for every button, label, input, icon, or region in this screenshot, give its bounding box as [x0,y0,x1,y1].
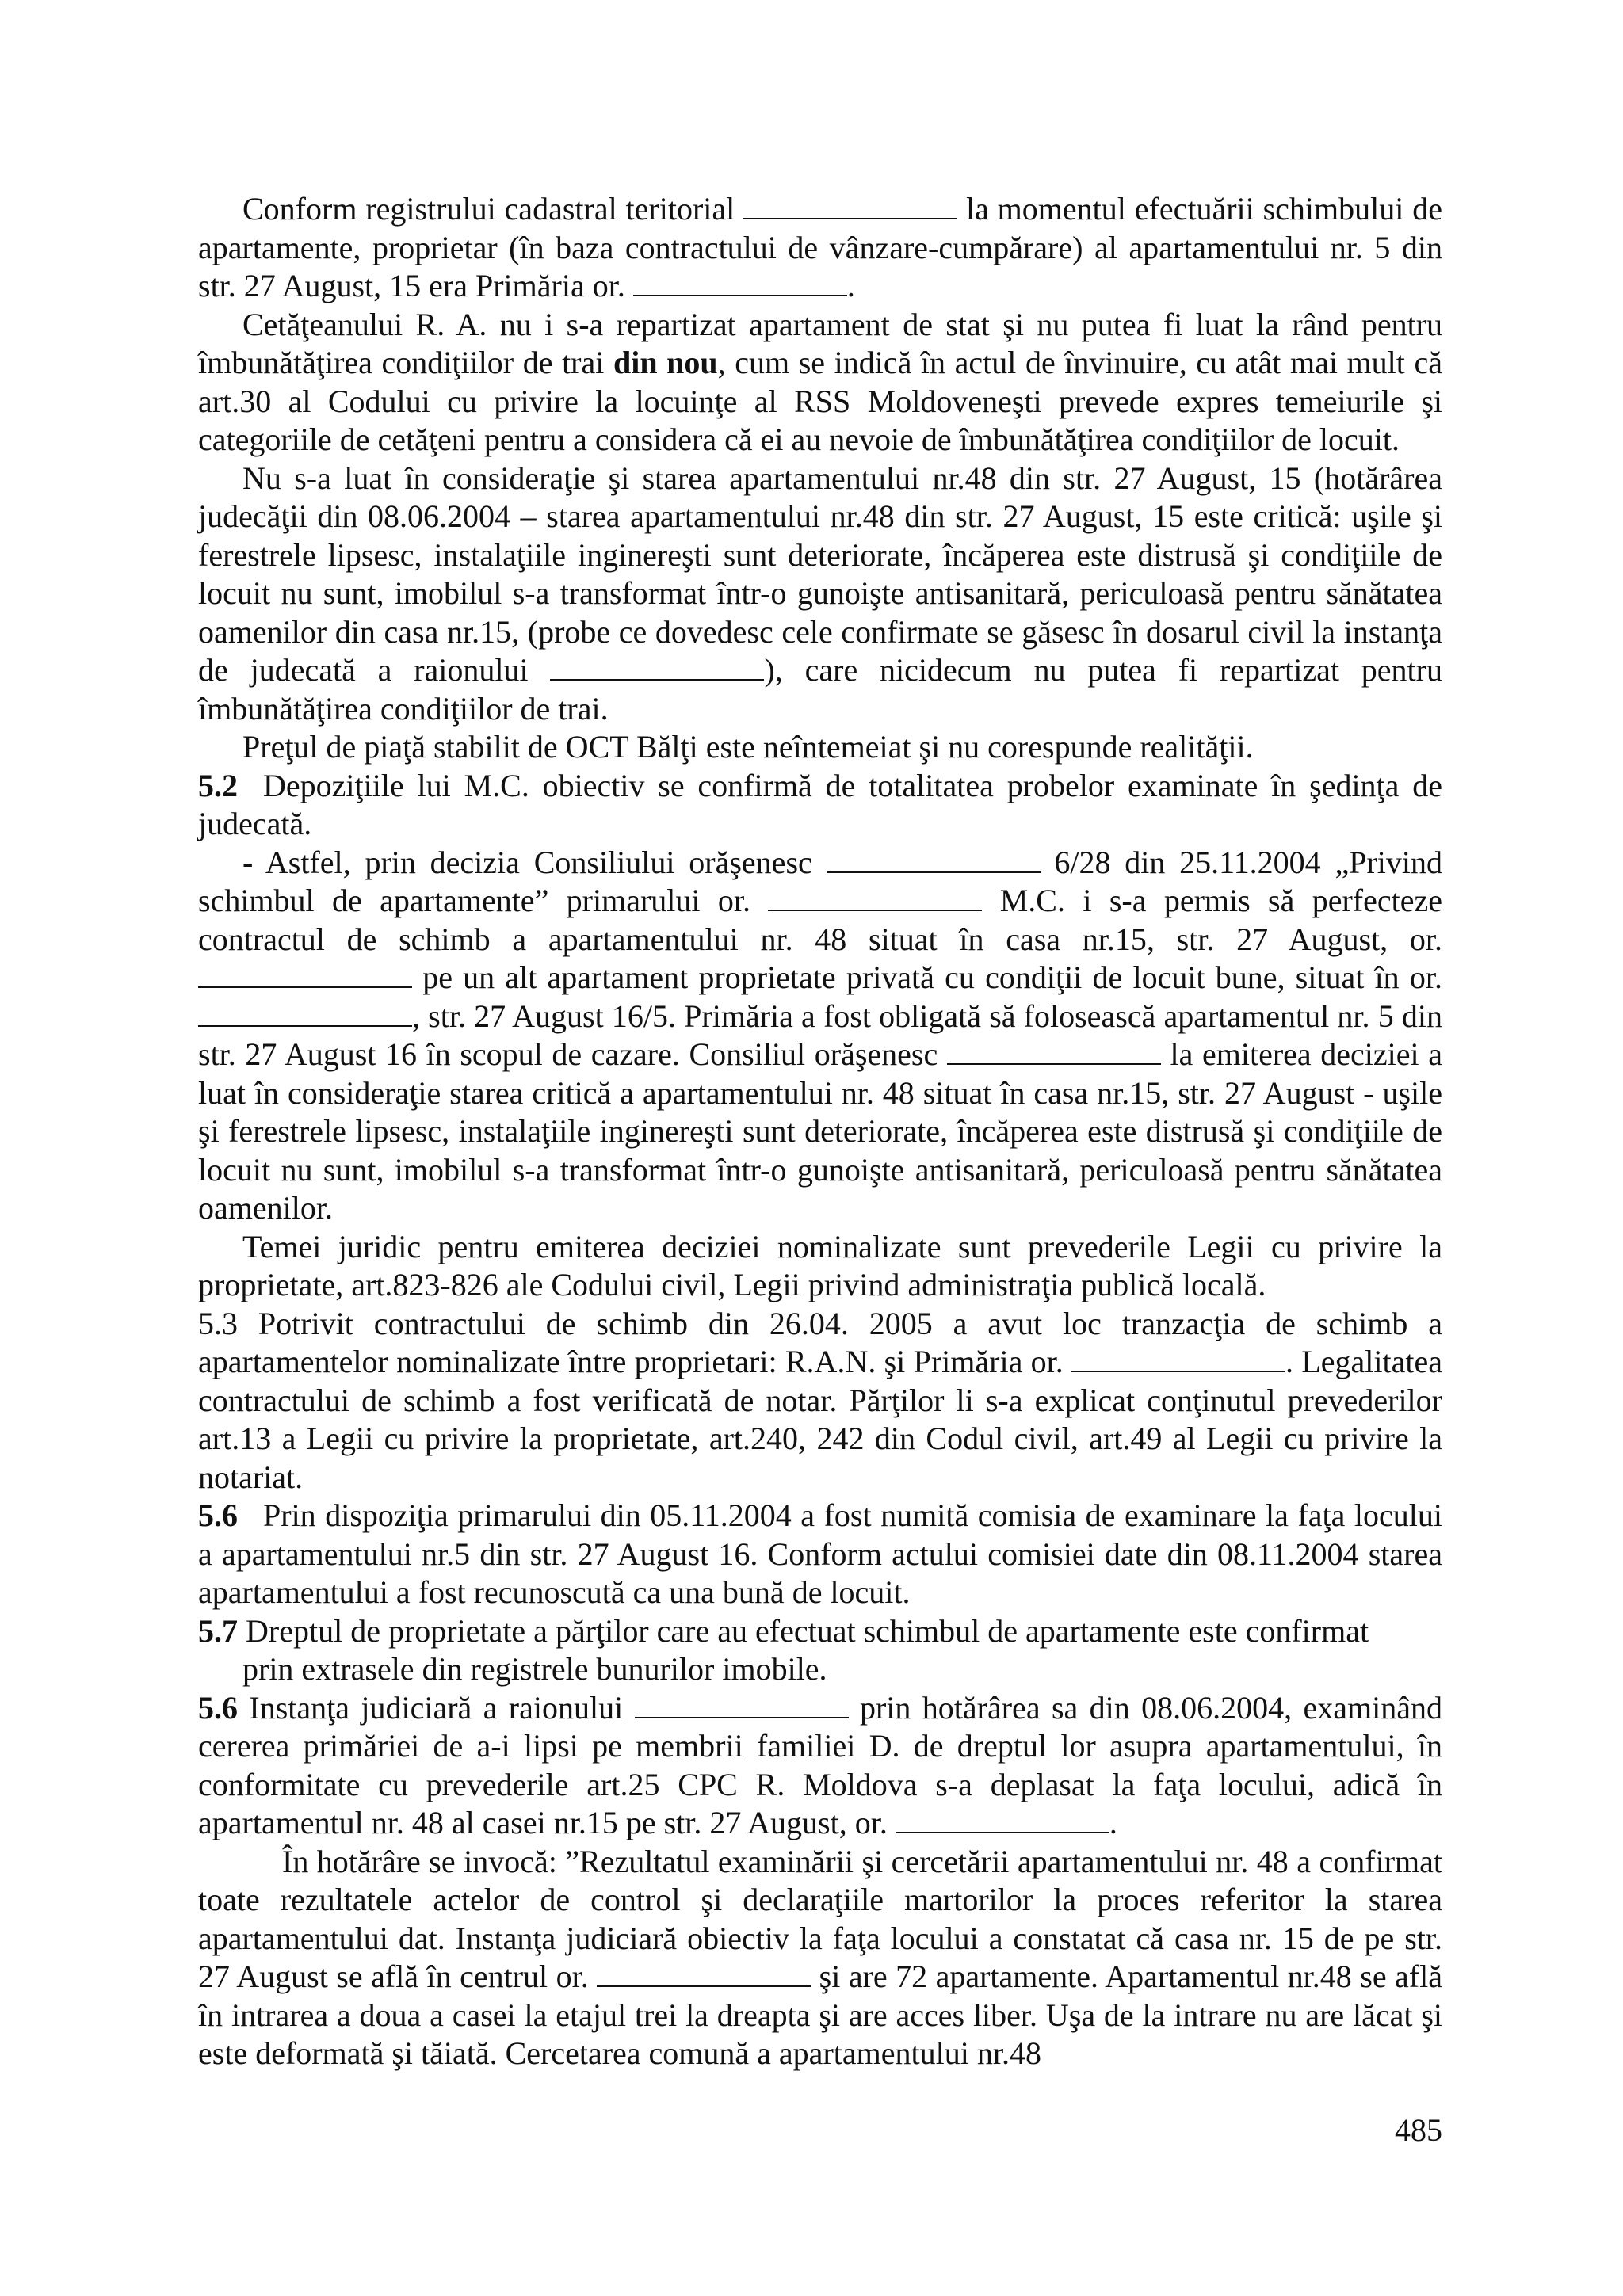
section-number: 5.7 [198,1612,238,1649]
paragraph-legal-basis: Temei juridic pentru emiterea deciziei nominalizate sunt prevederile Legii cu privire la proprietate, art.823-826 ale Codului civil, Legii privind administraţia publică locală. [198,1228,1442,1302]
redacted-blank [198,963,412,988]
text-run: Prin dispoziţia primarului din 05.11.2004 a fost numită comisia de examinare la faţa locului a apartamentului nr.5 din str. 27 August 16. Conform actului comisiei date din 08.11.2004 starea apartamentului a fost recunoscută ca una bună de locuit. [198,1497,1442,1610]
paragraph-market-price: Preţul de piaţă stabilit de OCT Bălţi este neîntemeiat şi nu corespunde realităţii. [242,729,1254,765]
text-run: la momentul efectuării schimbului de apartamente, proprietar (în baza contractului de vânzare-cumpărare) al apartamentului nr. 5 din str. 27 August, 15 era Primăria or. [198,191,1442,303]
text-run: - Astfel, prin decizia Consiliului orăşenesc [242,844,827,880]
redacted-blank [550,655,764,681]
section-number: 5.6 [198,1689,238,1726]
redacted-blank [597,1962,811,1987]
redacted-blank [633,271,847,296]
redacted-blank [198,1001,412,1027]
text-run: . [846,268,855,303]
section-number: 5.2 [198,767,238,803]
text-run: , str. 27 August 16/5. Primăria a fost obligată să folosească apartamentul nr. 5 din str. 27 August 16 în scopul de cazare. Consiliul orăşenesc [198,997,1442,1072]
paragraph-cadastral-register [198,190,1442,306]
paragraph-citizen-ra [198,306,1442,460]
body-text [198,190,1442,2073]
text-run: , cum se indică în actul de învinuire, cu atât mai mult că art.30 al Codului cu privire la locuinţe al RSS Moldoveneşti prevede expres temeiurile şi categoriile de cetăţeni pentru a considera că ei au nevoie de îmbunătăţirea condiţiilor de locuit. [198,345,1442,457]
section-number: 5.6 [198,1497,238,1533]
section-5-2 [198,767,1442,844]
text-run: pe un alt apartament proprietate privată cu condiţii de locuit bune, situat în or. [412,959,1442,995]
text-run: . Legalitatea contractului de schimb a fost verificată de notar. Părţilor li s-a explicat conţinutul prevederilor art.13 a Legii cu privire la proprietate, art.240, 242 din Codul civil, art.49 al Legii cu privire la notariat. [198,1344,1443,1495]
text-run: 5.3 Potrivit contractului de schimb din 26.04. 2005 a avut loc tranzacţia de schimb a apartamentelor nominalizate între proprietari: R.A.N. şi Primăria or. [198,1305,1442,1379]
text-run: şi are 72 apartamente. Apartamentul nr.48 se află în intrarea a doua a casei la etajul trei la dreapta şi are acces liber. Uşa de la intrare nu are lăcat şi este deformată şi tăiată. Cercetarea comună a apartamentului nr.48 [198,1958,1442,2071]
bold-text: din nou [613,345,718,380]
paragraph-council-decision [198,844,1442,1228]
text-run: În hotărâre se invocă: ”Rezultatul examinării şi cercetării apartamentului nr. 48 a confirmat toate rezultatele actelor de control şi declaraţiile martorilor la proces referitor la starea apartamentului dat. Instanţa judiciară obiectiv la faţa locului a constatat că casa nr. 15 de pe str. 27 August se află în centrul or. [198,1843,1442,1994]
text-run: Cetăţeanului R. A. nu i s-a repartizat apartament de stat şi nu putea fi luat la rând pentru îmbunătăţirea condiţiilor de trai [198,306,1442,380]
section-5-6-commission [198,1497,1442,1612]
redacted-blank [1071,1347,1285,1372]
text-run: la emiterea deciziei a luat în consideraţie starea critică a apartamentului nr. 48 situat în casa nr.15, str. 27 August - uşile şi ferestrele lipsesc, instalaţiile inginereşti sunt deteriorate, încăperea este distrusă şi condiţiile de locuit nu sunt, imobilul s-a transformat într-o gunoişte antisanitară, periculoasă pentru sănătatea oamenilor. [198,1036,1442,1226]
redacted-blank [768,886,982,911]
text-run: ), care nicidecum nu putea fi repartizat pentru îmbunătăţirea condiţiilor de trai. [198,652,1442,727]
redacted-blank [947,1039,1161,1065]
section-5-6-court [198,1689,1442,1843]
redacted-blank [896,1808,1109,1833]
redacted-blank [743,194,957,219]
text-run: . [1109,1805,1117,1840]
page-number: 485 [1395,2112,1442,2148]
redacted-blank [827,848,1041,873]
text-run: Nu s-a luat în consideraţie şi starea apartamentului nr.48 din str. 27 August, 15 (hotărârea judecăţii din 08.06.2004 – starea apartamentului nr.48 din str. 27 August, 15 este critică: uşile şi ferestrele lipsesc, instalaţiile inginereşti sunt deteriorate, încăperea este distrusă şi condiţiile de locuit nu sunt, imobilul s-a transformat într-o gunoişte antisanitară, periculoasă pentru sănătatea oamenilor din casa nr.15, (probe ce dovedesc cele confirmate se găsesc în dosarul civil la instanţa de judecată a raionului [198,460,1442,688]
paragraph-court-decision-quote [198,1843,1442,2073]
text-run: Dreptul de proprietate a părţilor care au efectuat schimbul de apartamente este confirmat [238,1612,1369,1649]
text-run: M.C. i s-a permis să perfecteze contractul de schimb a apartamentului nr. 48 situat în casa nr.15, str. 27 August, or. [198,883,1443,957]
text-run: 6/28 din 25.11.2004 „Privind schimbul de apartamente” primarului or. [198,844,1443,918]
section-5-3 [198,1305,1442,1497]
text-run: Conform registrului cadastral teritorial [242,191,744,227]
section-5-7-continuation: prin extrasele din registrele bunurilor imobile. [242,1651,827,1687]
section-5-7 [198,1612,1442,1651]
text-run: prin hotărârea sa din 08.06.2004, examinând cererea primăriei de a-i lipsi pe membrii familiei D. de dreptul lor asupra apartamentului, în conformitate cu prevederile art.25 CPC R. Moldova s-a deplasat la faţa locului, adică în apartamentul nr. 48 al casei nr.15 pe str. 27 August, or. [198,1689,1443,1840]
redacted-blank [635,1693,849,1718]
text-run: Depoziţiile lui M.C. obiectiv se confirmă de totalitatea probelor examinate în şedinţa de judecată. [198,767,1442,841]
text-run: Instanţa judiciară a raionului [238,1689,635,1726]
paragraph-apartment-state [198,460,1442,729]
